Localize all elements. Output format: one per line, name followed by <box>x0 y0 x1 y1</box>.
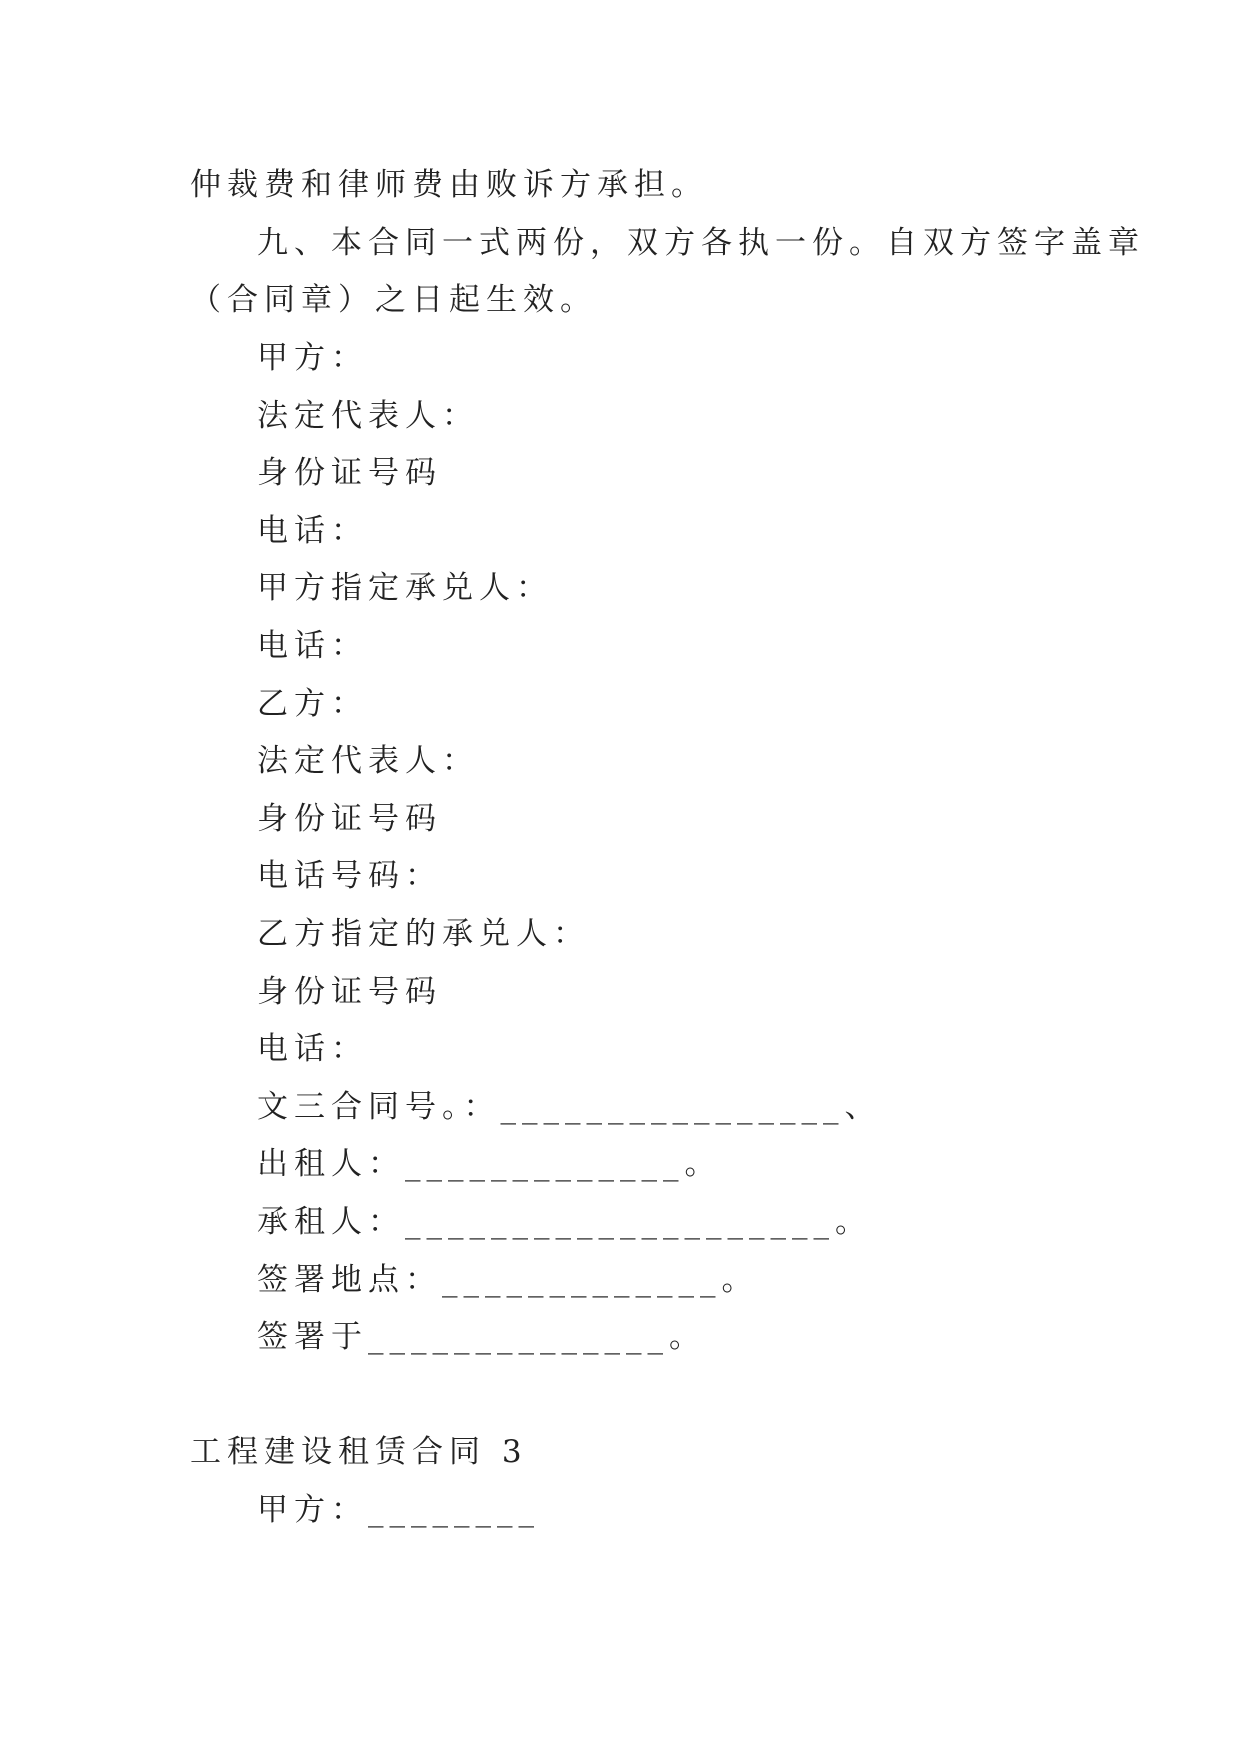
party-b-acceptor-phone-label: 电话： <box>257 1031 368 1067</box>
lessor-line: 出租人：_____________。 <box>257 1146 722 1182</box>
party-a-legal-rep-label: 法定代表人： <box>257 398 479 434</box>
paragraph-line-arbitration-fees: 仲裁费和律师费由败诉方承担。 <box>190 167 708 203</box>
party-b-id-number-label: 身份证号码 <box>257 801 442 837</box>
party-b-acceptor-id-label: 身份证号码 <box>257 974 442 1010</box>
signed-at-line: 签署于______________。 <box>257 1319 706 1355</box>
section-heading: 工程建设租赁合同 3 <box>190 1434 528 1470</box>
party-b-acceptor-label: 乙方指定的承兑人： <box>257 916 590 952</box>
signing-place-line: 签署地点：_____________。 <box>257 1262 759 1298</box>
clause-nine-line: 九、本合同一式两份，双方各执一份。自双方签字盖章 <box>257 225 1145 261</box>
party-a-phone-label: 电话： <box>257 513 368 549</box>
party-a-id-number-label: 身份证号码 <box>257 455 442 491</box>
clause-nine-continuation: （合同章）之日起生效。 <box>190 282 597 318</box>
party-b-label: 乙方： <box>257 686 368 722</box>
party-a-blank-line: 甲方：________ <box>257 1492 540 1528</box>
party-a-acceptor-phone-label: 电话： <box>257 628 368 664</box>
party-a-acceptor-label: 甲方指定承兑人： <box>257 570 553 606</box>
party-b-legal-rep-label: 法定代表人： <box>257 743 479 779</box>
party-b-phone-number-label: 电话号码： <box>257 858 442 894</box>
contract-number-line: 文三合同号。：________________、 <box>257 1089 882 1125</box>
party-a-label: 甲方： <box>257 340 368 376</box>
lessee-line: 承租人：____________________。 <box>257 1204 872 1240</box>
